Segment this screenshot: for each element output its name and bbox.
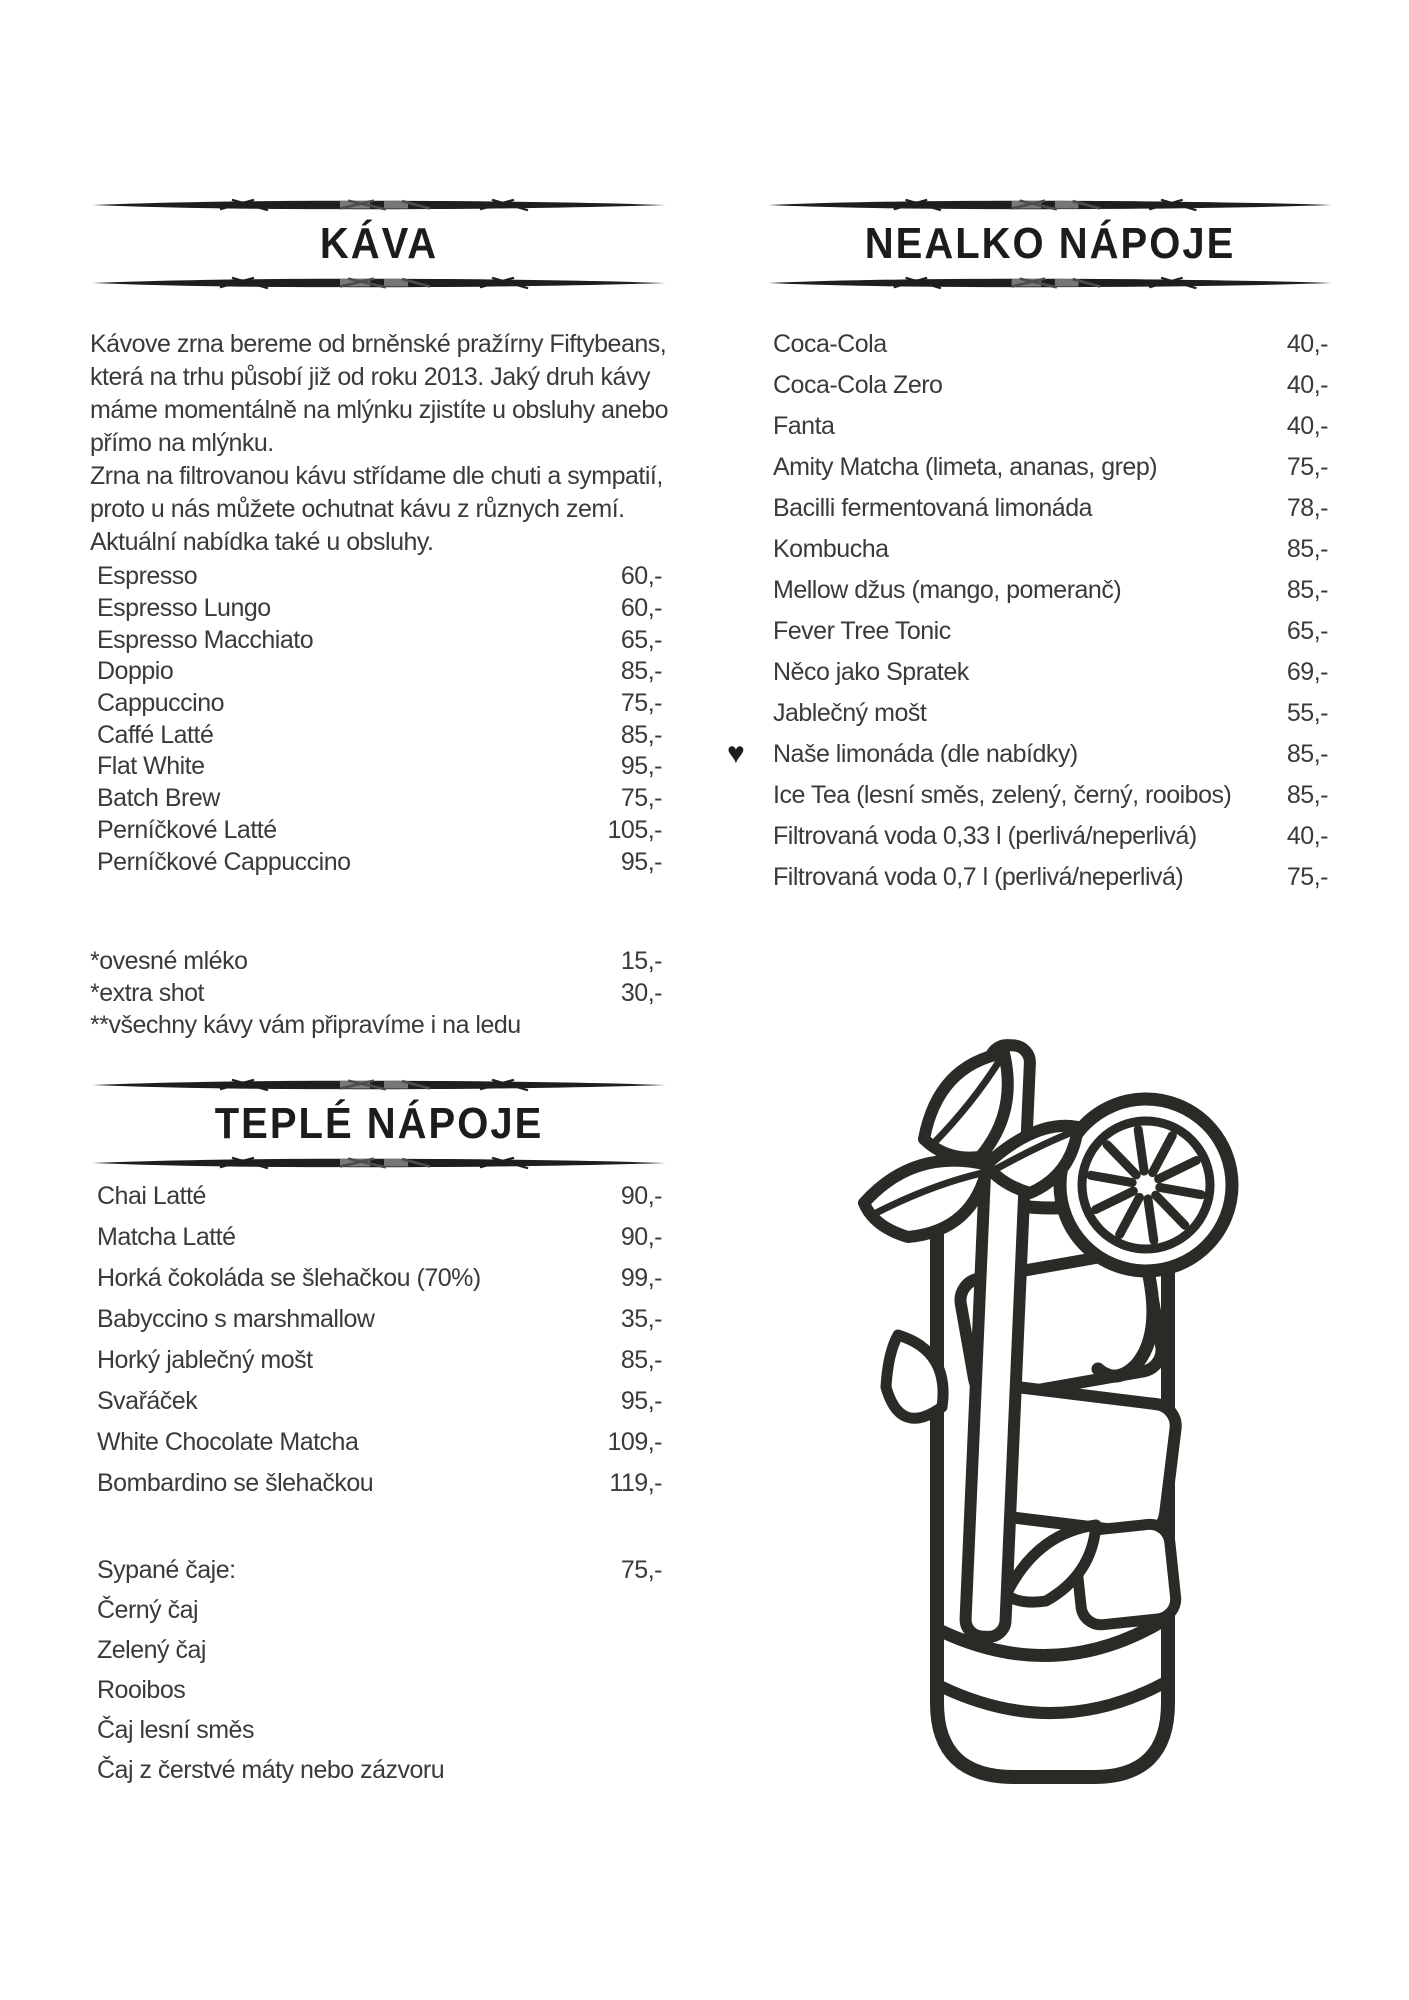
- menu-item-row: [766, 570, 1334, 611]
- item-name: **všechny kávy vám připravíme i na ledu: [90, 1010, 521, 1039]
- menu-item-row: [766, 529, 1334, 570]
- menu-item-row: [90, 1670, 668, 1710]
- item-name: Čaj z čerstvé máty nebo zázvoru: [97, 1755, 445, 1784]
- item-name: Horká čokoláda se šlehačkou (70%): [97, 1264, 481, 1292]
- menu-item-row: [90, 1258, 668, 1299]
- ice-cubes: [886, 1249, 1178, 1626]
- intro-line: Aktuální nabídka také u obsluhy.: [90, 528, 434, 556]
- menu-item-row: [90, 1340, 668, 1381]
- item-name: Kombucha: [773, 535, 889, 563]
- nealko-list: [727, 324, 1334, 898]
- item-price: 85,-: [1286, 740, 1328, 768]
- nealko-title: NEALKO NÁPOJE: [864, 220, 1236, 268]
- menu-item-row: [90, 1750, 668, 1790]
- item-price: 75,-: [1286, 863, 1328, 891]
- menu-item-row: [90, 1009, 668, 1041]
- menu-item-row: [90, 1381, 668, 1422]
- menu-item-row: [766, 406, 1334, 447]
- item-name: White Chocolate Matcha: [97, 1428, 359, 1456]
- menu-item-row: [90, 624, 668, 656]
- intro-line: která na trhu působí již od roku 2013. Jaký druh kávy: [90, 363, 650, 391]
- item-name: Černý čaj: [97, 1595, 199, 1624]
- item-name: Perníčkové Cappuccino: [97, 847, 351, 876]
- item-price: 95,-: [620, 1387, 662, 1415]
- menu-item-row: [90, 1176, 668, 1217]
- item-price: 119,-: [609, 1469, 662, 1497]
- item-price: 69,-: [1286, 658, 1328, 686]
- item-price: 90,-: [620, 1223, 662, 1251]
- item-price: 109,-: [607, 1428, 662, 1456]
- item-name: Amity Matcha (limeta, ananas, grep): [773, 453, 1158, 481]
- teple-list: [90, 1176, 668, 1504]
- item-name: Jablečný mošt: [773, 699, 927, 727]
- menu-item-row: [90, 815, 668, 847]
- menu-item-row: [90, 1710, 668, 1750]
- intro-line: máme momentálně na mlýnku zjistíte u obsluhy anebo: [90, 396, 669, 424]
- item-name: Horký jablečný mošt: [97, 1346, 313, 1374]
- item-price: 95,-: [620, 752, 662, 781]
- item-price: 40,-: [1286, 330, 1328, 358]
- item-name: *extra shot: [90, 978, 205, 1007]
- item-name: Espresso: [97, 562, 198, 591]
- item-price: 40,-: [1286, 822, 1328, 850]
- item-price: 35,-: [620, 1305, 662, 1333]
- item-price: 90,-: [620, 1182, 662, 1210]
- menu-item-row: [766, 365, 1334, 406]
- item-name: Fever Tree Tonic: [773, 617, 951, 645]
- item-name: Babyccino s marshmallow: [97, 1305, 375, 1333]
- item-price: 15,-: [620, 946, 662, 975]
- kava-intro: [90, 328, 680, 559]
- menu-item-row: [90, 977, 668, 1009]
- item-name: Chai Latté: [97, 1182, 206, 1210]
- item-name: Espresso Macchiato: [97, 625, 314, 654]
- item-name: Naše limonáda (dle nabídky): [773, 740, 1078, 768]
- item-price: 55,-: [1286, 699, 1328, 727]
- heart-icon: ♥: [727, 736, 745, 770]
- item-name: Perníčkové Latté: [97, 815, 277, 844]
- menu-item-row: [90, 688, 668, 720]
- item-name: Coca-Cola: [773, 330, 887, 358]
- item-price: 95,-: [620, 847, 662, 876]
- item-price: 75,-: [620, 1555, 662, 1584]
- menu-item-row: [90, 1550, 668, 1590]
- menu-item-row: [90, 846, 668, 878]
- menu-item-row: [90, 719, 668, 751]
- item-name: Čaj lesní směs: [97, 1715, 254, 1744]
- item-price: 40,-: [1286, 412, 1328, 440]
- menu-item-row: [766, 816, 1334, 857]
- item-price: 60,-: [620, 562, 662, 591]
- item-price: 75,-: [1286, 453, 1328, 481]
- item-price: 85,-: [620, 720, 662, 749]
- item-name: Fanta: [773, 412, 835, 440]
- item-price: 85,-: [1286, 535, 1328, 563]
- item-price: 30,-: [620, 978, 662, 1007]
- item-name: Batch Brew: [97, 784, 220, 813]
- intro-line: Zrna na filtrovanou kávu střídame dle chuti a sympatií,: [90, 462, 663, 490]
- item-price: 105,-: [607, 815, 662, 844]
- menu-item-row: [90, 1299, 668, 1340]
- section-header-kava: [90, 198, 668, 290]
- teple-title: TEPLÉ NÁPOJE: [214, 1100, 544, 1148]
- menu-item-row: [90, 656, 668, 688]
- item-name: Coca-Cola Zero: [773, 371, 943, 399]
- kava-addons-list: [90, 945, 668, 1041]
- item-price: 85,-: [620, 1346, 662, 1374]
- item-price: 40,-: [1286, 371, 1328, 399]
- item-price: 75,-: [620, 784, 662, 813]
- item-price: 85,-: [1286, 781, 1328, 809]
- item-price: 85,-: [620, 657, 662, 686]
- item-price: 65,-: [1286, 617, 1328, 645]
- menu-item-row: [90, 1217, 668, 1258]
- item-price: 75,-: [620, 689, 662, 718]
- menu-item-row: [90, 945, 668, 977]
- item-price: 78,-: [1286, 494, 1328, 522]
- item-name: Bacilli fermentovaná limonáda: [773, 494, 1093, 522]
- menu-item-row: [727, 734, 1334, 775]
- item-name: Flat White: [97, 752, 205, 781]
- item-price: 85,-: [1286, 576, 1328, 604]
- item-name: Filtrovaná voda 0,7 l (perlivá/neperlivá): [773, 863, 1184, 891]
- menu-item-row: [766, 857, 1334, 898]
- item-name: Rooibos: [97, 1675, 186, 1704]
- menu-item-row: [766, 611, 1334, 652]
- item-name: Mellow džus (mango, pomeranč): [773, 576, 1122, 604]
- item-price: 60,-: [620, 594, 662, 623]
- section-header-nealko: [766, 198, 1334, 290]
- menu-item-row: [90, 593, 668, 625]
- intro-line: přímo na mlýnku.: [90, 429, 274, 457]
- menu-item-row: [90, 1590, 668, 1630]
- teas-list: [90, 1550, 668, 1790]
- item-name: Doppio: [97, 657, 174, 686]
- menu-item-row: [766, 488, 1334, 529]
- item-name: Zelený čaj: [97, 1635, 206, 1664]
- drink-illustration: [846, 1035, 1346, 1815]
- item-name: Svařáček: [97, 1387, 198, 1415]
- item-price: 65,-: [620, 625, 662, 654]
- item-name: Espresso Lungo: [97, 594, 271, 623]
- menu-item-row: [90, 751, 668, 783]
- item-name: Caffé Latté: [97, 720, 214, 749]
- menu-item-row: [90, 1463, 668, 1504]
- menu-item-row: [766, 775, 1334, 816]
- menu-item-row: [90, 1422, 668, 1463]
- item-name: *ovesné mléko: [90, 946, 248, 975]
- intro-line: Kávove zrna bereme od brněnské pražírny Fiftybeans,: [90, 330, 667, 358]
- menu-item-row: [766, 447, 1334, 488]
- menu-item-row: [766, 652, 1334, 693]
- menu-item-row: [90, 1630, 668, 1670]
- item-name: Něco jako Spratek: [773, 658, 969, 686]
- section-header-teple: [90, 1078, 668, 1170]
- item-name: Bombardino se šlehačkou: [97, 1469, 374, 1497]
- menu-item-row: [766, 693, 1334, 734]
- item-name: Sypané čaje:: [97, 1555, 236, 1584]
- kava-list: [90, 561, 668, 878]
- menu-item-row: [90, 561, 668, 593]
- item-name: Ice Tea (lesní směs, zelený, černý, rooibos): [773, 781, 1232, 809]
- item-name: Filtrovaná voda 0,33 l (perlivá/neperlivá): [773, 822, 1197, 850]
- item-name: Cappuccino: [97, 689, 225, 718]
- item-price: 99,-: [620, 1264, 662, 1292]
- menu-item-row: [766, 324, 1334, 365]
- menu-item-row: [90, 783, 668, 815]
- intro-line: proto u nás můžete ochutnat kávu z různych zemí.: [90, 495, 625, 523]
- kava-title: KÁVA: [319, 220, 439, 268]
- item-name: Matcha Latté: [97, 1223, 236, 1251]
